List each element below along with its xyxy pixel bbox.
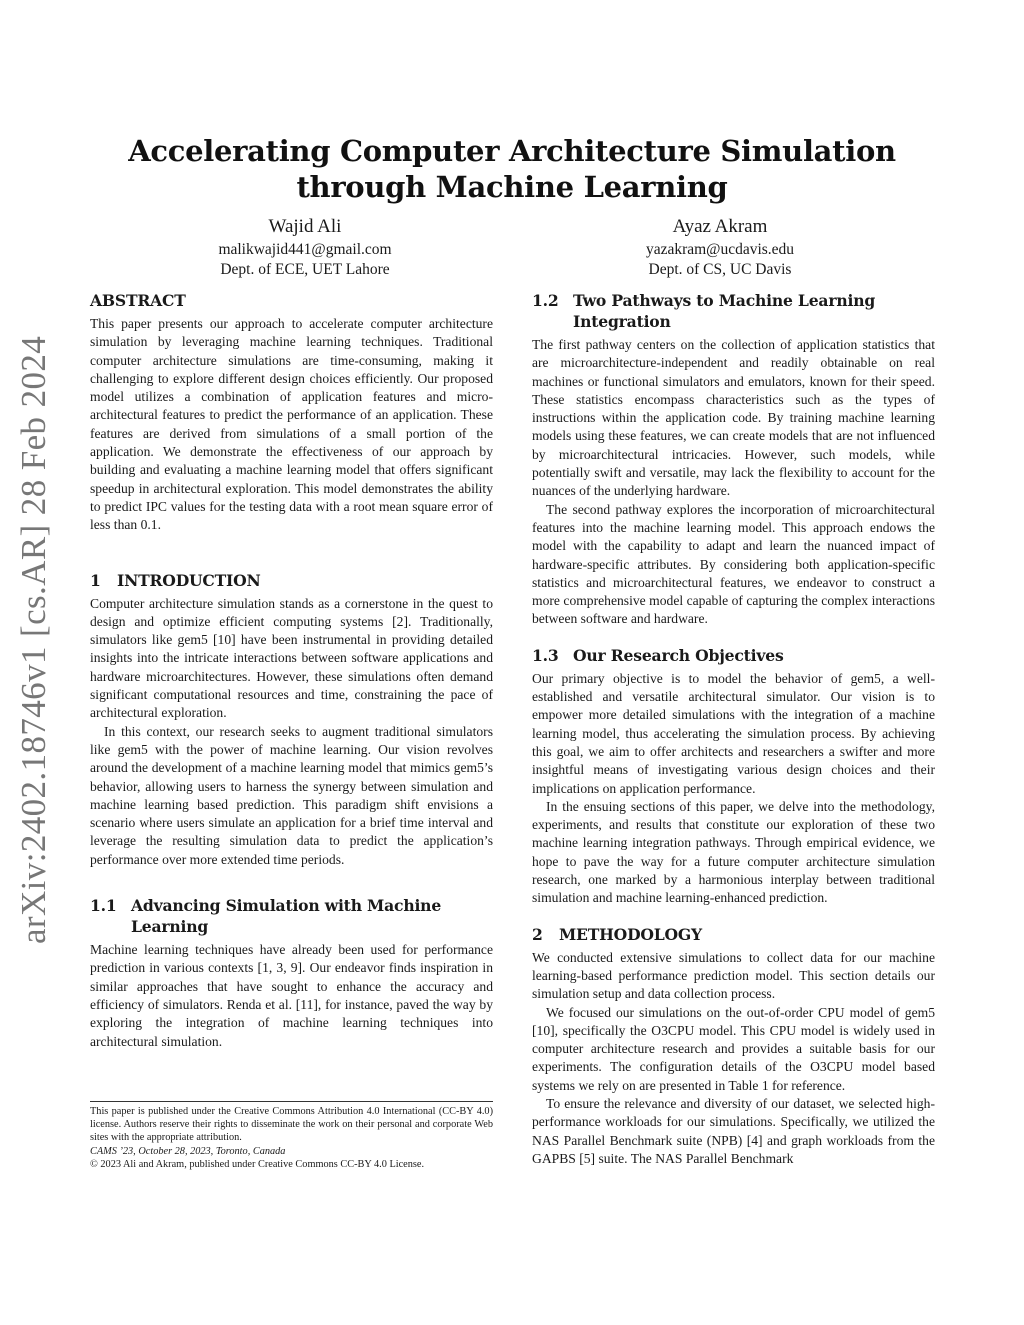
copyright-line: © 2023 Ali and Akram, published under Creative Commons CC-BY 4.0 License. <box>90 1158 425 1170</box>
subsection-heading-1-1 <box>90 895 493 937</box>
section-title: METHODOLOGY <box>559 924 702 944</box>
abstract-heading: ABSTRACT <box>90 291 186 310</box>
paragraph: Machine learning techniques have already been used for performance prediction in various contexts [1, 3, 9]. Our endeavor finds inspiration in similar approaches that have sought to enhance the accuracy and efficiency of simulators. Renda et al. [11], for instance, paved the way by exploring the integration of machine learning techniques into architectural simulation. <box>90 942 493 1049</box>
venue-line: CAMS ’23, October 28, 2023, Toronto, Canada <box>90 1145 286 1157</box>
paper-title: Accelerating Computer Architecture Simulation through Machine Learning <box>128 134 896 204</box>
paragraph: Our primary objective is to model the behavior of gem5, a well-established and versatile architectural simulator. Our vision is to empower more detailed simulations with the integration of a machine learning model, thus accelerating the simulation process. By achieving this goal, we aim to offer architects and researchers a swifter and more insightful means of investigating various design choices and their implications on application performance. <box>532 670 935 796</box>
license-footnote <box>90 1101 493 1171</box>
section-number: 1.3 <box>532 645 559 665</box>
author-affiliation: Dept. of CS, UC Davis <box>648 261 792 278</box>
paragraph: In this context, our research seeks to augment traditional simulators like gem5 with the power of machine learning. Our vision revolves around the development of a machine learning model that mimics gem5’s behavior, allowing users to harness the synergy between simulation and machine learning based prediction. This paradigm shift envisions a scenario where users simulate an application for a brief time interval and leverage the resulting simulation data to predict the application’s performance over more extended time periods. <box>90 723 493 867</box>
section-number: 2 <box>532 924 543 944</box>
subsection-heading-1-3 <box>532 645 935 666</box>
section-number: 1.1 <box>90 896 117 916</box>
paragraph: The first pathway centers on the collection of application statistics that are microarchitecture-independent and readily obtainable on real machines or functional simulators and emulators, known for their speed. These statistics encompass characteristics such as the types of instructions within the application code. By training machine learning models using these features, we can create models that are not influenced by microarchitectural intricacies. However, such models, while potentially swift and versatile, may lack the flexibility to account for the nuances of the underlying hardware. <box>532 337 935 499</box>
section-heading-introduction <box>90 570 493 591</box>
license-text: This paper is published under the Creative Commons Attribution 4.0 International (CC-BY 4.0) license. Authors reserve their rights to disseminate the work on their personal and corporate Web sites with the appropriate attribution. <box>90 1106 493 1144</box>
abstract-text: This paper presents our approach to accelerate computer architecture simulation by leveraging machine learning techniques. Traditional computer architecture simulations are time-consuming, making it challenging to explore different design choices efficiently. Our proposed model utilizes a combination of application features and micro-architectural features to predict the performance of an application. These features are derived from simulations of a small portion of the application. We demonstrate the effectiveness of our approach by building and evaluating a machine learning model that offers significant speedup in architectural exploration. This model demonstrates the ability to predict IPC values for the testing data with a root mean square error of less than 0.1. <box>90 316 493 533</box>
section-number: 1 <box>90 570 101 590</box>
section-title: Advancing Simulation with Machine Learning <box>131 896 442 937</box>
author-block-1 <box>155 214 455 280</box>
subsection-heading-1-2 <box>532 290 935 332</box>
paragraph: The second pathway explores the incorporation of microarchitectural features into the machine learning model. This approach endows the model with the capability to adapt and learn the nuanced impact of hardware-specific attributes. By considering both application-specific statistics and microarchitectural features, we endeavor to construct a more comprehensive model capable of capturing the complex interactions between software and hardware. <box>532 501 935 627</box>
paragraph: In the ensuing sections of this paper, we delve into the methodology, experiments, and results that constitute our exploration of these two machine learning integration pathways. Through empirical evidence, we hope to pave the way for a future computer architecture simulation research, one marked by a harmonious interplay between traditional simulation and machine learning-enhanced prediction. <box>532 798 935 906</box>
section-title: Two Pathways to Machine Learning Integration <box>573 291 876 331</box>
author-email: yazakram@ucdavis.edu <box>645 241 795 258</box>
left-column <box>90 290 493 1051</box>
section-title: INTRODUCTION <box>117 570 261 590</box>
paragraph: Computer architecture simulation stands as a cornerstone in the quest to design and optimize efficient computing systems [2]. Traditionally, simulators like gem5 [10] have been instrumental in providing detailed insights into the intricate interactions between software applications and hardware microarchitectures. However, these simulations often demand significant computational resources and time, constraining the pace of architectural exploration. <box>90 595 493 721</box>
paragraph: We conducted extensive simulations to collect data for our machine learning-based performance prediction model. This section details our simulation setup and data collection process. <box>532 949 935 1002</box>
section-heading-methodology <box>532 924 935 945</box>
author-affiliation: Dept. of ECE, UET Lahore <box>220 261 390 278</box>
section-number: 1.2 <box>532 291 559 310</box>
arxiv-identifier: arXiv:2402.18746v1 [cs.AR] 28 Feb 2024 <box>14 335 53 944</box>
author-name: Wajid Ali <box>268 216 342 237</box>
paragraph: We focused our simulations on the out-of-order CPU model of gem5 [10], specifically the O3CPU model. This CPU model is widely used in computer architecture research and provides a suitable basis for our experiments. The configuration details of the O3CPU model based systems we rely on are presented in Table 1 for reference. <box>532 1004 935 1093</box>
author-block-2 <box>570 214 870 280</box>
section-title: Our Research Objectives <box>573 645 784 665</box>
right-column <box>532 290 935 1168</box>
author-email: malikwajid441@gmail.com <box>218 241 392 258</box>
paragraph: To ensure the relevance and diversity of our dataset, we selected high-performance workloads for our simulations. Specifically, we utilized the NAS Parallel Benchmark suite (NPB) [4] and graph workloads from the GAPBS [5] suite. The NAS Parallel Benchmark <box>532 1095 935 1166</box>
author-name: Ayaz Akram <box>672 216 768 237</box>
